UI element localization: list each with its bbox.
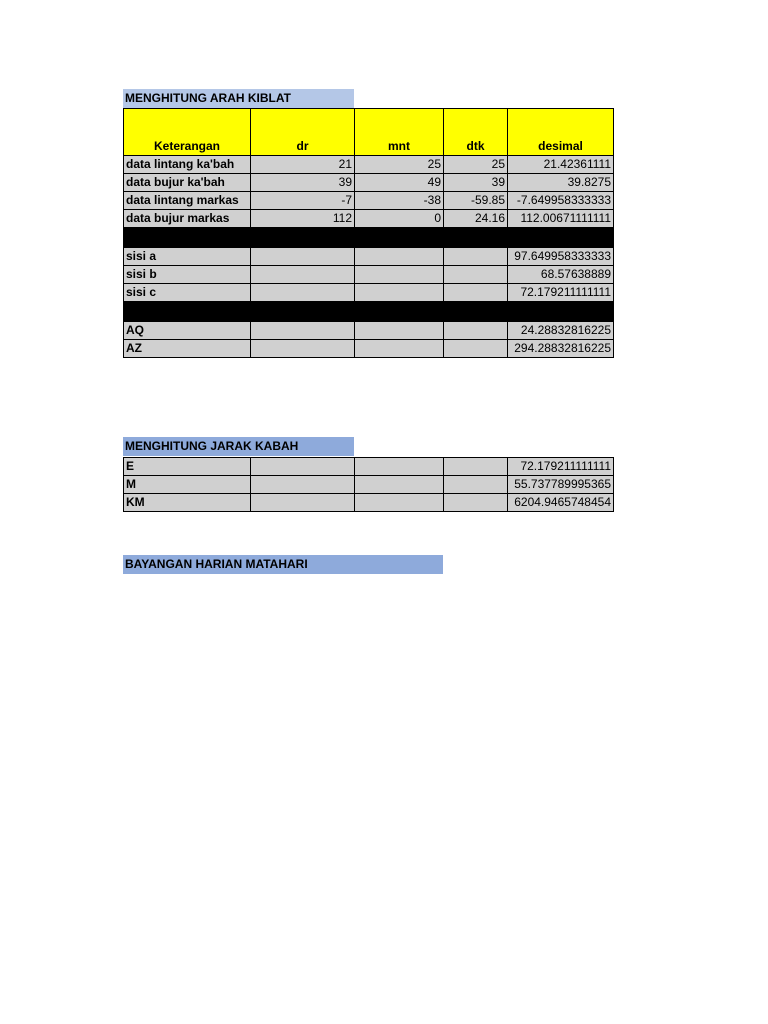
label-cell[interactable]: data bujur ka'bah <box>124 174 251 192</box>
cell[interactable] <box>355 476 444 494</box>
cell[interactable]: 24.28832816225 <box>508 322 614 340</box>
cell[interactable]: -7.649958333333 <box>508 192 614 210</box>
cell[interactable] <box>251 302 355 322</box>
cell[interactable] <box>251 266 355 284</box>
label-cell[interactable]: data lintang markas <box>124 192 251 210</box>
cell[interactable] <box>355 284 444 302</box>
table-row <box>124 476 614 494</box>
cell[interactable] <box>251 228 355 248</box>
cell[interactable] <box>251 476 355 494</box>
cell[interactable] <box>444 284 508 302</box>
table-row <box>124 266 614 284</box>
cell[interactable] <box>444 302 508 322</box>
cell[interactable] <box>444 266 508 284</box>
header-cell[interactable]: mnt <box>355 109 444 156</box>
cell[interactable] <box>251 248 355 266</box>
cell[interactable]: 112 <box>251 210 355 228</box>
cell[interactable]: 39 <box>251 174 355 192</box>
table-row <box>124 322 614 340</box>
cell[interactable] <box>251 458 355 476</box>
section-title-jarak-kabah: MENGHITUNG JARAK KABAH <box>123 437 354 456</box>
cell[interactable]: 68.57638889 <box>508 266 614 284</box>
cell[interactable] <box>355 494 444 512</box>
table-row <box>124 458 614 476</box>
cell[interactable] <box>444 228 508 248</box>
cell[interactable] <box>444 458 508 476</box>
table-row <box>124 494 614 512</box>
cell[interactable] <box>124 228 251 248</box>
cell[interactable]: 97.649958333333 <box>508 248 614 266</box>
cell[interactable]: 0 <box>355 210 444 228</box>
cell[interactable]: 49 <box>355 174 444 192</box>
cell[interactable] <box>355 458 444 476</box>
cell[interactable]: 21.42361111 <box>508 156 614 174</box>
table-row <box>124 156 614 174</box>
section-title-arah-kiblat: MENGHITUNG ARAH KIBLAT <box>123 89 354 108</box>
label-cell[interactable]: KM <box>124 494 251 512</box>
separator-row <box>124 228 614 248</box>
cell[interactable] <box>355 340 444 358</box>
header-cell[interactable]: dtk <box>444 109 508 156</box>
cell[interactable]: -59.85 <box>444 192 508 210</box>
cell[interactable]: 72.179211111111 <box>508 284 614 302</box>
table-row <box>124 192 614 210</box>
cell[interactable] <box>444 476 508 494</box>
header-row <box>124 109 614 156</box>
cell[interactable]: 55.737789995365 <box>508 476 614 494</box>
table-row <box>124 210 614 228</box>
label-cell[interactable]: E <box>124 458 251 476</box>
table-row <box>124 340 614 358</box>
label-cell[interactable]: sisi a <box>124 248 251 266</box>
label-cell[interactable]: sisi c <box>124 284 251 302</box>
cell[interactable] <box>355 322 444 340</box>
cell[interactable]: 6204.9465748454 <box>508 494 614 512</box>
label-cell[interactable]: data bujur markas <box>124 210 251 228</box>
label-cell[interactable]: sisi b <box>124 266 251 284</box>
cell[interactable] <box>444 340 508 358</box>
cell[interactable] <box>355 266 444 284</box>
cell[interactable]: -38 <box>355 192 444 210</box>
cell[interactable]: 25 <box>444 156 508 174</box>
arah-kiblat-table <box>123 108 614 358</box>
cell[interactable] <box>508 228 614 248</box>
cell[interactable] <box>251 494 355 512</box>
table-row <box>124 174 614 192</box>
cell[interactable]: 24.16 <box>444 210 508 228</box>
separator-row <box>124 302 614 322</box>
label-cell[interactable]: AQ <box>124 322 251 340</box>
cell[interactable]: 39.8275 <box>508 174 614 192</box>
cell[interactable] <box>508 302 614 322</box>
table-row <box>124 248 614 266</box>
header-cell[interactable]: Keterangan <box>124 109 251 156</box>
cell[interactable]: 112.00671111111 <box>508 210 614 228</box>
cell[interactable]: 39 <box>444 174 508 192</box>
cell[interactable]: 21 <box>251 156 355 174</box>
header-cell[interactable]: dr <box>251 109 355 156</box>
section-title-bayangan-harian: BAYANGAN HARIAN MATAHARI <box>123 555 443 574</box>
cell[interactable] <box>251 322 355 340</box>
cell[interactable] <box>444 248 508 266</box>
header-cell[interactable]: desimal <box>508 109 614 156</box>
cell[interactable] <box>355 228 444 248</box>
table-row <box>124 284 614 302</box>
label-cell[interactable]: AZ <box>124 340 251 358</box>
cell[interactable] <box>355 248 444 266</box>
cell[interactable]: 25 <box>355 156 444 174</box>
cell[interactable] <box>444 322 508 340</box>
cell[interactable] <box>444 494 508 512</box>
jarak-kabah-table <box>123 457 614 512</box>
cell[interactable] <box>251 284 355 302</box>
label-cell[interactable]: M <box>124 476 251 494</box>
label-cell[interactable]: data lintang ka'bah <box>124 156 251 174</box>
cell[interactable] <box>124 302 251 322</box>
cell[interactable]: 72.179211111111 <box>508 458 614 476</box>
cell[interactable]: 294.28832816225 <box>508 340 614 358</box>
cell[interactable] <box>355 302 444 322</box>
cell[interactable]: -7 <box>251 192 355 210</box>
cell[interactable] <box>251 340 355 358</box>
